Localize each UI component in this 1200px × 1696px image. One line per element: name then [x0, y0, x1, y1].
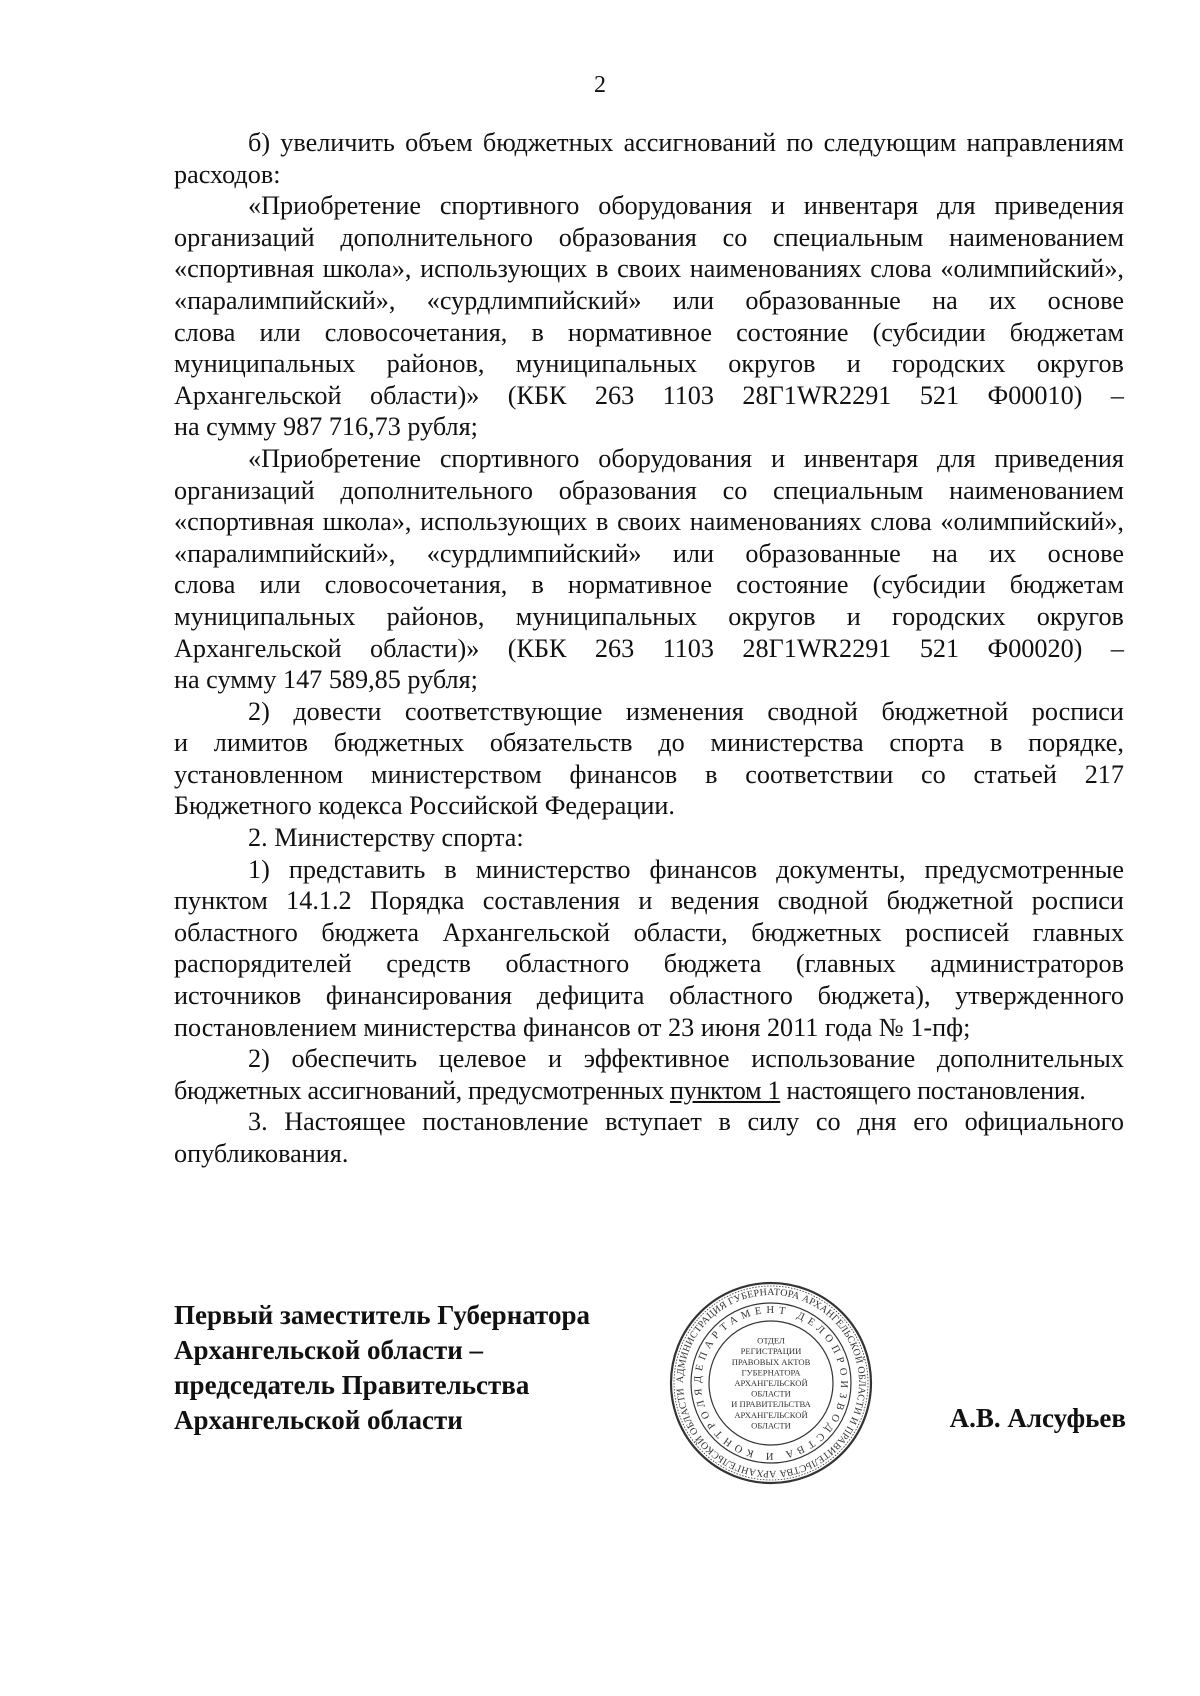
text-line: Архангельской области)» (КБК 263 1103 28Г1WR2291 521 Ф00020) – [174, 633, 1124, 663]
stamp-center-line: ПРАВОВЫХ АКТОВ [731, 1356, 811, 1367]
text-line: источников финансирования дефицита областного бюджета), утвержденного [174, 981, 1124, 1011]
text-line: 2. Министерству спорта: [248, 823, 524, 853]
text-line: «спортивная школа», использующих в своих наименованиях слова «олимпийский», [174, 507, 1124, 537]
text-line: муниципальных районов, муниципальных округов и городских округов [174, 601, 1124, 631]
text-line: «Приобретение спортивного оборудования и инвентаря для приведения [248, 443, 1124, 473]
text-line: 2) обеспечить целевое и эффективное использование дополнительных [248, 1044, 1124, 1074]
text-line: 1) представить в министерство финансов документы, предусмотренные [248, 854, 1124, 884]
text-line: установленном министерством финансов в соответствии со статьей 217 [174, 759, 1124, 789]
text-line: опубликования. [174, 1139, 349, 1168]
signatory-position-line: Первый заместитель Губернатора [174, 1300, 590, 1330]
text-line: на сумму 147 589,85 рубля; [174, 665, 478, 695]
text-line: «спортивная школа», использующих в своих наименованиях слова «олимпийский», [174, 254, 1124, 284]
stamp-center-line: ОТДЕЛ [757, 1335, 785, 1346]
stamp-center-line: АРХАНГЕЛЬСКОЙ [734, 1378, 808, 1388]
document-body [174, 127, 1124, 1170]
reference-text-before: бюджетных ассигнований, предусмотренных [174, 1075, 670, 1105]
reference-text-after: настоящего постановления. [780, 1075, 1086, 1105]
text-line: муниципальных районов, муниципальных округов и городских округов [174, 349, 1124, 379]
signatory-position-line: Архангельской области [174, 1405, 463, 1435]
text-line: Архангельской области)» (КБК 263 1103 28Г1WR2291 521 Ф00010) – [174, 380, 1124, 410]
stamp-center-line: ГУБЕРНАТОРА [741, 1367, 801, 1378]
text-line: постановлением министерства финансов от 23 июня 2011 года № 1-пф; [174, 1012, 971, 1042]
text-line: слова или словосочетания, в нормативное состояние (субсидии бюджетам [174, 317, 1124, 347]
text-line: 3. Настоящее постановление вступает в силу со дня его официального [248, 1107, 1124, 1137]
page-number: 2 [594, 72, 606, 98]
text-line: организаций дополнительного образования со специальным наименованием [174, 222, 1124, 252]
signatory-position-line: председатель Правительства [174, 1370, 530, 1400]
text-line: б) увеличить объем бюджетных ассигнований по следующим направлениям [248, 128, 1124, 157]
text-line-with-reference [174, 1075, 1124, 1107]
signatory-position-line: Архангельской области – [174, 1335, 484, 1365]
text-line: «паралимпийский», «сурдлимпийский» или образованные на их основе [174, 285, 1124, 315]
stamp-center-line: ОБЛАСТИ [751, 1388, 791, 1399]
text-line: организаций дополнительного образования со специальным наименованием [174, 475, 1124, 505]
text-line: пунктом 14.1.2 Порядка составления и ведения сводной бюджетной росписи [174, 886, 1124, 916]
text-line: 2) довести соответствующие изменения сводной бюджетной росписи [248, 696, 1124, 726]
text-line: Бюджетного кодекса Российской Федерации. [174, 791, 675, 821]
stamp-center-line: РЕГИСТРАЦИИ [740, 1346, 802, 1357]
stamp-outer-text: АДМИНИСТРАЦИЯ ГУБЕРНАТОРА АРХАНГЕЛЬСКОЙ ОБЛАСТИ И ПРАВИТЕЛЬСТВА АРХАНГЕЛЬСКОЙ ОБЛАСТИ [674, 1286, 868, 1480]
text-line: распорядителей средств областного бюджета (главных администраторов [174, 949, 1124, 979]
text-line: и лимитов бюджетных обязательств до министерства спорта в порядке, [174, 728, 1124, 758]
signatory-name: А.В. Алсуфьев [949, 1403, 1126, 1433]
text-line: областного бюджета Архангельской области, бюджетных росписей главных [174, 917, 1124, 947]
text-line: слова или словосочетания, в нормативное состояние (субсидии бюджетам [174, 570, 1124, 600]
signatory-position [174, 1298, 590, 1438]
text-line: расходов: [174, 159, 281, 189]
text-line: «паралимпийский», «сурдлимпийский» или образованные на их основе [174, 538, 1124, 568]
stamp-inner-text: ДЕПАРТАМЕНТ ДЕЛОПРОИЗВОДСТВА И КОНТРОЛЯ [692, 1304, 850, 1462]
stamp-center-line: АРХАНГЕЛЬСКОЙ [734, 1409, 808, 1420]
paragraph-reference-link[interactable]: пунктом 1 [669, 1075, 781, 1105]
stamp-center-line: ОБЛАСТИ [751, 1420, 791, 1431]
text-line: на сумму 987 716,73 рубля; [174, 412, 478, 442]
text-line: «Приобретение спортивного оборудования и инвентаря для приведения [248, 191, 1124, 221]
official-seal-stamp [668, 1280, 874, 1486]
stamp-center-line: И ПРАВИТЕЛЬСТВА [731, 1399, 811, 1410]
